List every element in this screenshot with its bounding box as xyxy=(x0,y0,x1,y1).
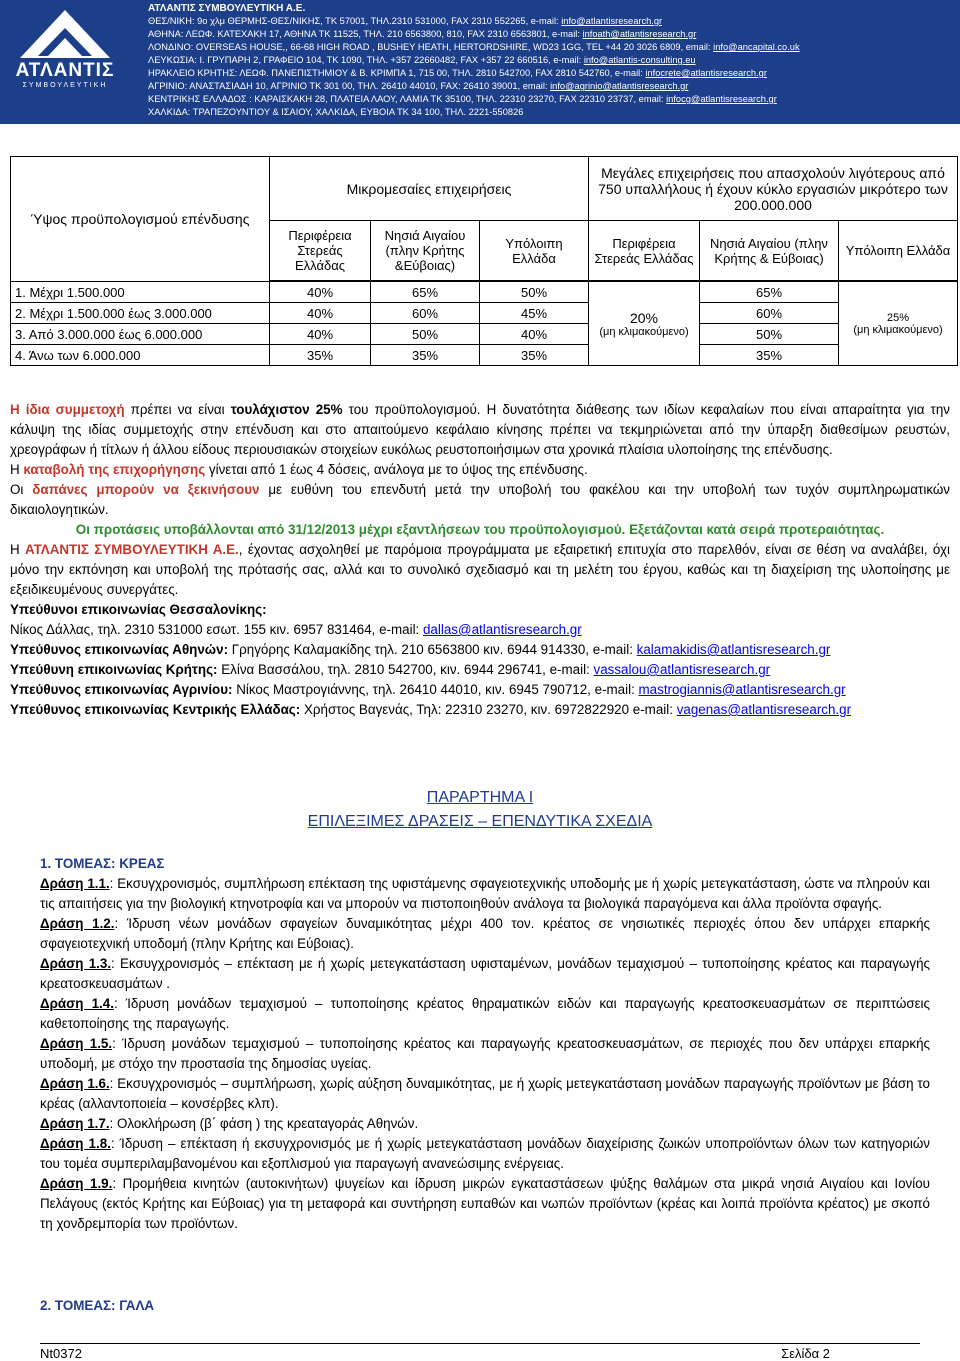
email-link[interactable]: mastrogiannis@atlantisresearch.gr xyxy=(638,682,846,697)
company-name: ΑΤΛΑΝΤΙΣ ΣΥΜΒΟΥΛΕΥΤΙΚΗ Α.Ε. xyxy=(148,3,306,14)
expenses-paragraph: Οι δαπάνες μπορούν να ξεκινήσουν με ευθύνη του επενδυτή μετά την υποβολή του φακέλου και την υποβολή των τυχόν συμπληρωματικών δικαιολογητικών. xyxy=(10,482,950,517)
address-athens: ΑΘΗΝΑ: ΛΕΩΦ. ΚΑΤΕΧΑΚΗ 17, ΑΘΗΝΑ ΤΚ 11525, ΤΗΛ. 210 6563800, 810, FAX 2310 6563801, e-mail: infoath@atlantisresearch.gr xyxy=(148,29,697,39)
address-chalkida: ΧΑΛΚΙΔΑ: ΤΡΑΠΕΖΟΥΝΤΙΟΥ & ΙΣΑΙΟΥ, ΧΑΛΚΙΔΑ, ΕΥΒΟΙΑ ΤΚ 34 100, ΤΗΛ. 2221-550826 xyxy=(148,107,524,117)
own-contribution-paragraph: Η ίδια συμμετοχή πρέπει να είναι τουλάχιστον 25% του προϋπολογισμού. Η δυνατότητα διάθεσης των ιδίων κεφαλαίων που είναι απαραίτητα για την κάλυψη της ιδίας συμμετοχής στην επένδυση και στο απαιτούμενο κεφάλαιο κίνησης πρέπει να τεκμηριώνεται από την ύπαρξη διαθεσίμων ρευστών, χρεογράφων ή τίτλων ή άλλου είδους περιουσιακών στοιχείων ευκόλως ρευστοποιήσιμων στα χρονικά πλαίσια υλοποίησης της επένδυσης. xyxy=(10,402,950,457)
action-item: Δράση 1.6.: Εκσυγχρονισμός – συμπλήρωση, χωρίς αύξηση δυναμικότητας, με ή χωρίς μετεγκατάσταση μονάδων παραγωγής προϊόντων με βάση το κρέας (αλλαντοποιεία – κονσέρβες κλπ). xyxy=(40,1076,930,1111)
address-heraklion: ΗΡΑΚΛΕΙΟ ΚΡΗΤΗΣ: ΛΕΩΦ. ΠΑΝΕΠΙΣΤΗΜΙΟΥ & Β. ΚΡΙΜΠΑ 1, 715 00, ΤΗΛ. 2810 542700, FAX 2810 542760, e-mail: infocrete@atlantisresearch.gr xyxy=(148,68,767,78)
email-link[interactable]: kalamakidis@atlantisresearch.gr xyxy=(636,642,831,657)
payment-paragraph: Η καταβολή της επιχορήγησης γίνεται από 1 έως 4 δόσεις, ανάλογα με το ύψος της επένδυσης. xyxy=(10,462,588,477)
action-item: Δράση 1.1.: Εκσυγχρονισμός, συμπλήρωση επέκταση της υφιστάμενης σφαγειοτεχνικής υποδομής με ή χωρίς μετεγκατάσταση, ώστε να πληρούν και τις απαιτήσεις για την βιολογική κτηνοτροφία και να μπορούν να πιστοποιηθούν ανάλογα τα βιολογικά παραγόμενα και άλλα προϊόντα σφαγής. xyxy=(40,876,930,911)
logo-subtitle: ΣΥΜΒΟΥΛΕΥΤΙΚΗ xyxy=(22,82,108,89)
contact-agrinio: Υπεύθυνος επικοινωνίας Αγρινίου: Νίκος Μαστρογιάννης, τηλ. 26410 44010, κιν. 6945 790712, e-mail: mastrogiannis@atlantisresearch.gr xyxy=(10,682,846,697)
company-paragraph: Η ΑΤΛΑΝΤΙΣ ΣΥΜΒΟΥΛΕΥΤΙΚΗ Α.Ε., έχοντας ασχοληθεί με παρόμοια προγράμματα με εξαιρετική επιτυχία στο παρελθόν, είναι σε θέση να αναλάβει, όχι μόνο την εκπόνηση και υποβολή της πρότασής σας, αλλά και το συνολικό σχεδιασμό και τη μελέτη του έργου, καθώς και τη διαχείριση της υλοποίησης με εξειδικευμένους συνεργάτες. xyxy=(10,542,950,597)
contact-crete: Υπεύθυνη επικοινωνίας Κρήτης: Ελίνα Βασσάλου, τηλ. 2810 542700, κιν. 6944 296741, e-mail: vassalou@atlantisresearch.gr xyxy=(10,662,771,677)
large-rest-rate: 25% (μη κλιμακούμενο) xyxy=(839,282,958,366)
contact-addresses xyxy=(148,2,956,119)
email-link[interactable]: dallas@atlantisresearch.gr xyxy=(422,622,582,637)
action-item: Δράση 1.7.: Ολοκλήρωση (β΄ φάση ) της κρεαταγοράς Αθηνών. xyxy=(40,1116,419,1131)
email-link[interactable]: infoath@atlantisresearch.gr xyxy=(582,29,697,39)
action-item: Δράση 1.8.: Ίδρυση – επέκταση ή εκσυγχρονισμός με ή χωρίς μετεγκατάσταση μονάδων διαχείρισης ζωικών υποπροϊόντων όλων των κατηγοριών του τομέα συμπεριλαμβανομένου και εξοπλισμού για παραγωγή ανανεώσιμης ενέργειας. xyxy=(40,1136,930,1171)
annex-title: ΠΑΡΑΡΤΗΜΑ Ι xyxy=(426,789,534,806)
col-aegean: Νησιά Αιγαίου (πλην Κρήτης &Εύβοιας) xyxy=(371,221,480,281)
contact-central-greece: Υπεύθυνος επικοινωνίας Κεντρικής Ελλάδας: Χρήστος Βαγενάς, Τηλ: 22310 23270, κιν. 6972822920 e-mail: vagenas@atlantisresearch.gr xyxy=(10,702,852,717)
program-details: Η ίδια συμμετοχή πρέπει να είναι τουλάχιστον 25% του προϋπολογισμού. Η δυνατότητα διάθεσης των ιδίων κεφαλαίων που είναι απαραίτητα για την κάλυψη της ιδίας συμμετοχής στην επένδυση και στο απαιτούμενο κεφάλαιο κίνησης πρέπει να τεκμηριώνεται από την ύπαρξη διαθεσίμων ρευστών, χρεογράφων ή τίτλων ή άλλου είδους περιουσιακών στοιχείων ευκόλως ρευστοποιήσιμων στα χρονικά πλαίσια υλοποίησης της επένδυσης. Η καταβολή της επιχορήγησης γίνεται από 1 έως 4 δόσεις, ανάλογα με το ύψος της επένδυσης. Οι δαπάνες μπορούν να ξεκινήσουν με ευθύνη του επενδυτή μετά την υποβολή του φακέλου και την υποβολή των τυχόν συμπληρωματικών δικαιολογητικών. Οι προτάσεις υποβάλλονται από 31/12/2013 μέχρι εξαντλήσεων του προϋπολογισμού. Εξετάζονται κατά σειρά προτεραιότητας. Η ΑΤΛΑΝΤΙΣ ΣΥΜΒΟΥΛΕΥΤΙΚΗ Α.Ε., έχοντας ασχοληθεί με παρόμοια προγράμματα με εξαιρετική επιτυχία στο παρελθόν, είναι σε θέση να αναλάβει, όχι μόνο την εκπόνηση και υποβολή της πρότασής σας, αλλά και το συνολικό σχεδιασμό και τη μελέτη του έργου, καθώς και τη διαχείριση της υλοποίησης με εξειδικευμένους συνεργάτες. Υπεύθυνοι επικοινωνίας Θεσσαλονίκης: Νίκος Δάλλας, τηλ. 2310 531000 εσωτ. 155 κιν. 6957 831464, e-mail: dallas@atlantisresearch.gr Υπεύθυνος επικοινωνίας Αθηνών: Γρηγόρης Καλαμακίδης τηλ. 210 6563800 κιν. 6944 914330, e-mail: kalamakidis@atlantisresearch.gr Υπεύθυνη επικοινωνίας Κρήτης: Ελίνα Βασσάλου, τηλ. 2810 542700, κιν. 6944 296741, e-mail: vassalou@atlantisresearch.gr Υπεύθυνος επικοινωνίας Αγρινίου: Νίκος Μαστρογιάννης, τηλ. 26410 44010, κιν. 6945 790712, e-mail: mastrogiannis@atlantisresearch.gr Υπεύθυνος επικοινωνίας Κεντρικής Ελλάδας: Χρήστος Βαγενάς, Τηλ: 22310 23270, κιν. 6972822920 e-mail: vagenas@atlantisresearch.gr xyxy=(10,400,950,720)
document-code: Nt0372 xyxy=(40,1346,82,1361)
email-link[interactable]: vassalou@atlantisresearch.gr xyxy=(593,662,771,677)
action-item: Δράση 1.9.: Προμήθεια κινητών (αυτοκινήτων) ψυγείων και ίδρυση μικρών εγκαταστάσεων ψύξης θαλάμων στα μικρά νησιά Αιγαίου και Ιονίου Πελάγους (εκτός Κρήτης και Εύβοιας) για τη μεταφορά και συντήρηση ευπαθών και νωπών προϊόντων (κρέας και λοιπά προϊόντα κρέατος) με σκοπό τη χονδρεμπορία των προϊόντων. xyxy=(40,1176,930,1231)
address-nicosia: ΛΕΥΚΩΣΙΑ: Ι. ΓΡΥΠΑΡΗ 2, ΓΡΑΦΕΙΟ 104, ΤΚ 1090, ΤΗΛ. +357 22660482, FAX +357 22 660516, e-mail: info@atlantis-consulting.eu xyxy=(148,55,696,65)
large-enterprise-header: Μεγάλες επιχειρήσεις που απασχολούν λιγότερους από 750 υπαλλήλους ή έχουν κύκλο εργασιών μικρότερο των 200.000.000 xyxy=(589,157,958,221)
large-sterea-rate: 20% (μη κλιμακούμενο) xyxy=(589,282,700,366)
email-link[interactable]: info@ancapital.co.uk xyxy=(713,42,800,52)
email-link[interactable]: infocrete@atlantisresearch.gr xyxy=(645,68,767,78)
submission-deadline: Οι προτάσεις υποβάλλονται από 31/12/2013 μέχρι εξαντλήσεων του προϋπολογισμού. Εξετάζονται κατά σειρά προτεραιότητας. xyxy=(75,522,885,537)
col-rest-large: Υπόλοιπη Ελλάδα xyxy=(839,221,958,281)
footer-divider xyxy=(40,1343,920,1344)
email-link[interactable]: info@agrinio@atlantisresearch.gr xyxy=(550,81,689,91)
contact-thessaloniki: Υπεύθυνοι επικοινωνίας Θεσσαλονίκης: xyxy=(10,602,267,617)
logo-text: ΑΤΛΑΝΤΙΣ xyxy=(15,60,115,81)
action-item: Δράση 1.4.: Ίδρυση μονάδων τεμαχισμού – τυποποίησης κρέατος θηραματικών ειδών και παραγωγής κρεατοσκευασμάτων σε περιπτώσεις καθετοποίησης της παραγωγής. xyxy=(40,996,930,1031)
col-sterea-large: Περιφέρεια Στερεάς Ελλάδας xyxy=(589,221,700,281)
address-central-greece: ΚΕΝΤΡΙΚΗΣ ΕΛΛΑΔΟΣ : ΚΑΡΑΙΣΚΑΚΗ 28, ΠΛΑΤΕΙΑ ΛΑΟΥ, ΛΑΜΙΑ ΤΚ 35100, ΤΗΛ. 22310 23270, FAX 22310 23737, email: infocg@atlantisresearch.gr xyxy=(148,94,777,104)
letterhead xyxy=(0,0,960,124)
sme-header: Μικρομεσαίες επιχειρήσεις xyxy=(270,157,589,221)
email-link[interactable]: vagenas@atlantisresearch.gr xyxy=(676,702,852,717)
sector-title: 2. ΤΟΜΕΑΣ: ΓΑΛΑ xyxy=(40,1298,155,1313)
table-row: 3. Από 3.000.000 έως 6.000.000 40% 50% 40% 50% xyxy=(11,324,958,345)
page-number: Σελίδα 2 xyxy=(781,1346,830,1361)
annex-heading xyxy=(0,786,960,834)
budget-header: Ύψος προϋπολογισμού επένδυσης xyxy=(11,157,270,282)
col-rest: Υπόλοιπη Ελλάδα xyxy=(480,221,589,281)
col-sterea: Περιφέρεια Στερεάς Ελλάδας xyxy=(270,221,371,281)
email-link[interactable]: infocg@atlantisresearch.gr xyxy=(666,94,777,104)
table-row: 4. Άνω των 6.000.000 35% 35% 35% 35% xyxy=(11,345,958,366)
sector-meat xyxy=(40,854,930,1234)
email-link[interactable]: info@atlantis-consulting.eu xyxy=(583,55,696,65)
address-thessaloniki: ΘΕΣ/ΝΙΚΗ: 9ο χλμ ΘΕΡΜΗΣ-ΘΕΣ/ΝΙΚΗΣ, ΤΚ 57001, ΤΗΛ.2310 531000, FAX 2310 552265, e-mail: info@atlantisresearch.gr xyxy=(148,16,663,26)
address-london: ΛΟΝΔΙΝΟ: OVERSEAS HOUSE,, 66-68 HIGH ROAD , BUSHEY HEATH, HERTORDSHIRE, WD23 1GG, TEL +44 20 3026 6809, email: info@ancapital.co.uk xyxy=(148,42,800,52)
table-row: 1. Μέχρι 1.500.000 40% 65% 50% 20% (μη κλιμακούμενο) 65% 25% (μη κλιμακούμενο) xyxy=(11,282,958,303)
action-item: Δράση 1.3.: Εκσυγχρονισμός – επέκταση με ή χωρίς μετεγκατάσταση υφισταμένων, μονάδων τεμαχισμού – τυποποίησης κρέατος και παραγωγής κρεατοσκευασμάτων . xyxy=(40,956,930,991)
action-item: Δράση 1.2.: Ίδρυση νέων μονάδων σφαγείων δυναμικότητας μέχρι 400 τον. κρέατος σε νησιωτικές περιοχές όπου δεν υπάρχει επαρκής σφαγειοτεχνική υποδομή (πλην Κρήτης και Εύβοιας). xyxy=(40,916,930,951)
table-row: 2. Μέχρι 1.500.000 έως 3.000.000 40% 60% 45% 60% xyxy=(11,303,958,324)
action-item: Δράση 1.5.: Ίδρυση μονάδων τεμαχισμού – τυποποίησης κρέατος και παραγωγής κρεατοσκευασμάτων, σε περιοχές που δεν υπάρχει επαρκής υποδομή, με στόχο την προστασία της δημοσίας υγείας. xyxy=(40,1036,930,1071)
sector-title: 1. ΤΟΜΕΑΣ: ΚΡΕΑΣ xyxy=(40,856,165,871)
subsidy-rates-table xyxy=(10,156,958,366)
address-agrinio: ΑΓΡΙΝΙΟ: ΑΝΑΣΤΑΣΙΑΔΗ 10, ΑΓΡΙΝΙΟ ΤΚ 301 00, ΤΗΛ. 26410 44010, FAX: 26410 39001, email: info@agrinio@atlantisresearch.gr xyxy=(148,81,689,91)
email-link[interactable]: info@atlantisresearch.gr xyxy=(561,16,663,26)
col-aegean-large: Νησιά Αιγαίου (πλην Κρήτης & Εύβοιας) xyxy=(700,221,839,281)
annex-subtitle: ΕΠΙΛΕΞΙΜΕΣ ΔΡΑΣΕΙΣ – ΕΠΕΝΔΥΤΙΚΑ ΣΧΕΔΙΑ xyxy=(307,813,653,830)
contact-athens: Υπεύθυνος επικοινωνίας Αθηνών: Γρηγόρης Καλαμακίδης τηλ. 210 6563800 κιν. 6944 914330, e-mail: kalamakidis@atlantisresearch.gr xyxy=(10,642,831,657)
sector-milk xyxy=(40,1296,930,1316)
